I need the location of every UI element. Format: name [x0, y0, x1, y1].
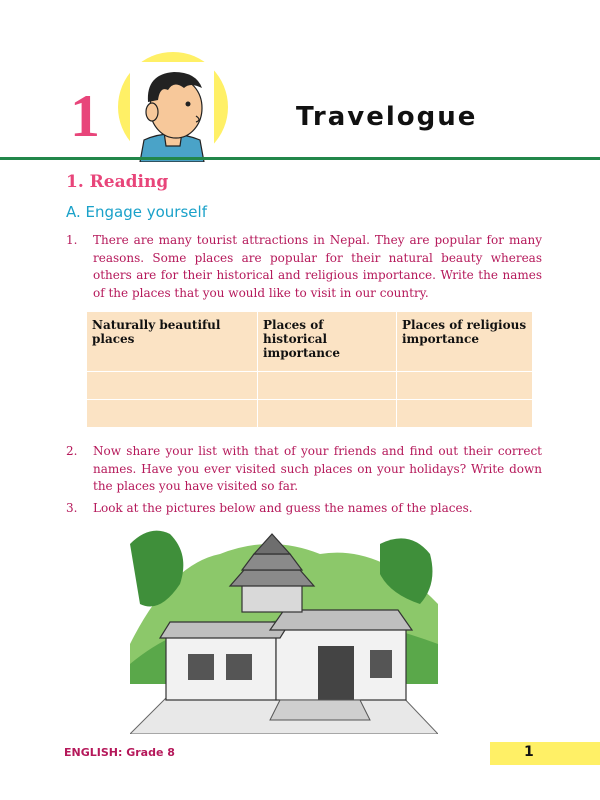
- item-number: 2.: [66, 444, 78, 458]
- header-divider: [0, 157, 600, 160]
- section-heading: 1. Reading: [66, 172, 169, 192]
- table-header: Naturally beautiful places: [87, 312, 258, 372]
- list-item: [66, 500, 542, 518]
- table-header: Places of historical importance: [258, 312, 397, 372]
- boy-avatar-illustration: [130, 62, 214, 162]
- table-cell[interactable]: [258, 400, 397, 428]
- footer-book-title: ENGLISH: Grade 8: [64, 746, 175, 759]
- table-cell[interactable]: [87, 372, 258, 400]
- chapter-title: Travelogue: [296, 102, 478, 132]
- table-row: [87, 372, 533, 400]
- list-item: [66, 232, 542, 302]
- item-text: Look at the pictures below and guess the names of the places.: [93, 501, 473, 515]
- table-row: [87, 400, 533, 428]
- places-table: [86, 311, 533, 428]
- table-cell[interactable]: [258, 372, 397, 400]
- table-cell[interactable]: [87, 400, 258, 428]
- table-cell[interactable]: [397, 372, 533, 400]
- sub-heading: A. Engage yourself: [66, 203, 207, 221]
- table-header: Places of religious importance: [397, 312, 533, 372]
- item-number: 1.: [66, 233, 78, 247]
- list-item: [66, 443, 542, 496]
- item-text: There are many tourist attractions in Nepal. They are popular for many reasons. Some places are popular for their natural beauty whereas others are for their historical and religious importance. Write the names of the places that you would like to visit in our country.: [93, 233, 542, 300]
- item-text: Now share your list with that of your friends and find out their correct names. Have you ever visited such places on your holidays? Write down the places you have visited so far.: [93, 444, 542, 493]
- temple-illustration: [130, 524, 438, 734]
- page-number-bar: [490, 742, 600, 765]
- item-number: 3.: [66, 501, 78, 515]
- chapter-number: 1: [70, 83, 100, 149]
- table-cell[interactable]: [397, 400, 533, 428]
- page-number: 1: [524, 744, 534, 760]
